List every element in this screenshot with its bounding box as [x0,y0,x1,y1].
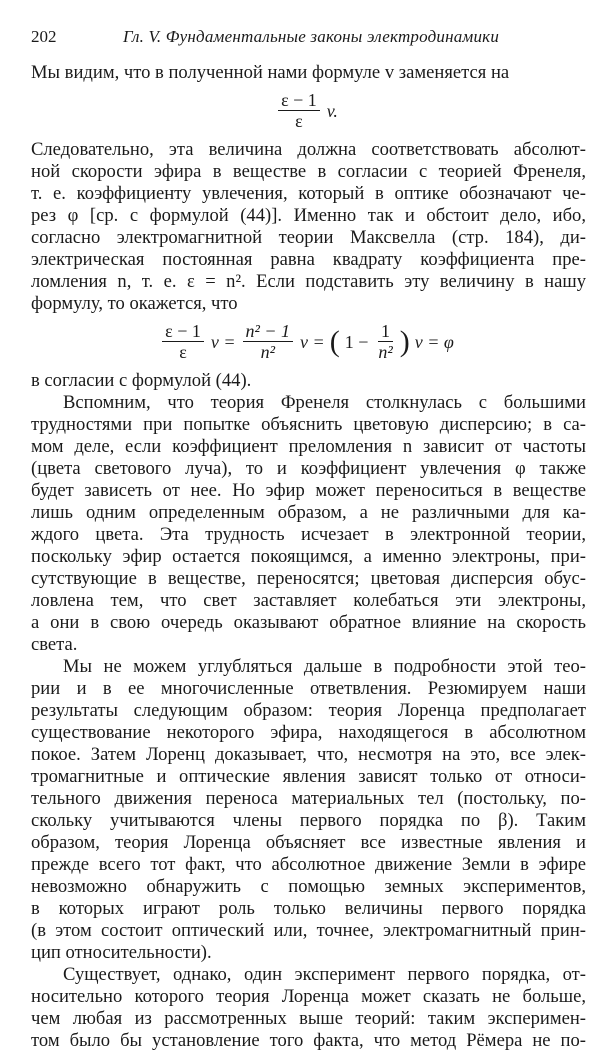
text-line: носительно которого теория Лоренца может сказать не больше, [31,986,586,1007]
text-line: (в этом состоит оптический или, точнее, электромагнитный прин- [31,920,586,941]
fraction-denominator: ε [179,342,187,362]
text-line: т. е. коэффициенту увлечения, который в оптике обозначают че- [31,183,586,204]
formula-term: v. [326,100,338,121]
fraction [278,90,320,131]
formula-2 [31,321,586,362]
text-line: скольку учитываются члены первого порядка по β). Таким [31,810,586,831]
text-line: в которых играют роль только величины первого порядка [31,898,586,919]
text-line: будет зависеть от нее. Но эфир может переноситься в веществе [31,480,586,501]
fraction [375,321,395,362]
text-line: цип относительности). [31,942,212,963]
text-line: покое. Затем Лоренц доказывает, что, несмотря на это, все элек- [31,744,586,765]
formula-term: v = [300,331,325,352]
text-line: результаты следующим образом: теория Лоренца предполагает [31,700,586,721]
fraction-numerator: 1 [378,321,393,342]
text-line: ловлена тем, что свет заставляет колебаться эти электроны, [31,590,586,611]
paragraph-first-line: Существует, однако, один эксперимент первого порядка, от- [63,964,586,985]
fraction-denominator: ε [295,111,303,131]
text-line: рии и в ее многочисленные ответвления. Резюмируем наши [31,678,586,699]
text-line: ломления n, т. е. ε = n². Если подставить эту величину в нашу [31,271,586,292]
paragraph-first-line: Вспомним, что теория Френеля столкнулась с большими [63,392,586,413]
text-line: существование некоторого эфира, находящегося в абсолютном [31,722,586,743]
text-line: Следовательно, эта величина должна соответствовать абсолют- [31,139,586,160]
fraction [243,321,294,362]
text-line: невозможно обнаружить с помощью земных экспериментов, [31,876,586,897]
text-line: ной скорости эфира в веществе в согласии с теорией Френеля, [31,161,586,182]
page-number: 202 [31,27,57,46]
page-header [31,27,586,51]
text-line: Мы видим, что в полученной нами формуле v заменяется на [31,62,510,83]
right-paren: ) [399,324,410,358]
text-line: а они в свою очередь оказывают обратное влияние на скорость [31,612,586,633]
text-line: том было бы установление того факта, что метод Рёмера не по- [31,1030,586,1051]
text-line: трудностями при попытке объяснить цветовую дисперсию; в са- [31,414,586,435]
text-line: (цвета светового луча), то и коэффициент увлечения φ также [31,458,586,479]
text-line: рез φ [ср. с формулой (44)]. Именно так и обстоит дело, ибо, [31,205,586,226]
text-line: тельного движения переноса материальных тел (постольку, по- [31,788,586,809]
text-line: поскольку эфир остается покоящимся, а именно электроны, при- [31,546,586,567]
formula-1 [31,90,586,131]
formula-term: 1 − [344,331,369,352]
fraction-numerator: ε − 1 [278,90,320,111]
text-line: прежде всего тот факт, что абсолютное движение Земли в эфире [31,854,586,875]
text-line: образом, теория Лоренца объясняет все известные явления и [31,832,586,853]
left-paren: ( [329,324,340,358]
fraction-numerator: n² − 1 [243,321,294,342]
running-title: Гл. V. Фундаментальные законы электродинамики [123,27,500,46]
text-line: лишь одним определенным образом, а не различными для ка- [31,502,586,523]
text-line: света. [31,634,78,655]
text-line: ждого цвета. Эта трудность исчезает в электронной теории, [31,524,586,545]
formula-term: v = φ [414,331,454,352]
text-line: формулу, то окажется, что [31,293,238,314]
fraction-denominator: n² [378,342,393,362]
formula-term: v = [210,331,236,352]
text-line: в согласии с формулой (44). [31,370,252,391]
fraction-numerator: ε − 1 [162,321,204,342]
text-line: электрическая постоянная равна квадрату коэффициента пре- [31,249,586,270]
page-body [31,62,586,1052]
text-line: сутствующие в веществе, переносятся; цветовая дисперсия обус- [31,568,586,589]
fraction [162,321,204,362]
text-line: тромагнитные и оптические явления зависят только от относи- [31,766,586,787]
text-line: согласно электромагнитной теории Максвелла (стр. 184), ди- [31,227,586,248]
fraction-denominator: n² [260,342,275,362]
text-line: мом деле, если коэффициент преломления n зависит от частоты [31,436,586,457]
paragraph-first-line: Мы не можем углубляться дальше в подробности этой тео- [63,656,586,677]
text-line: чем любая из рассмотренных выше теорий: таким эксперимен- [31,1008,586,1029]
